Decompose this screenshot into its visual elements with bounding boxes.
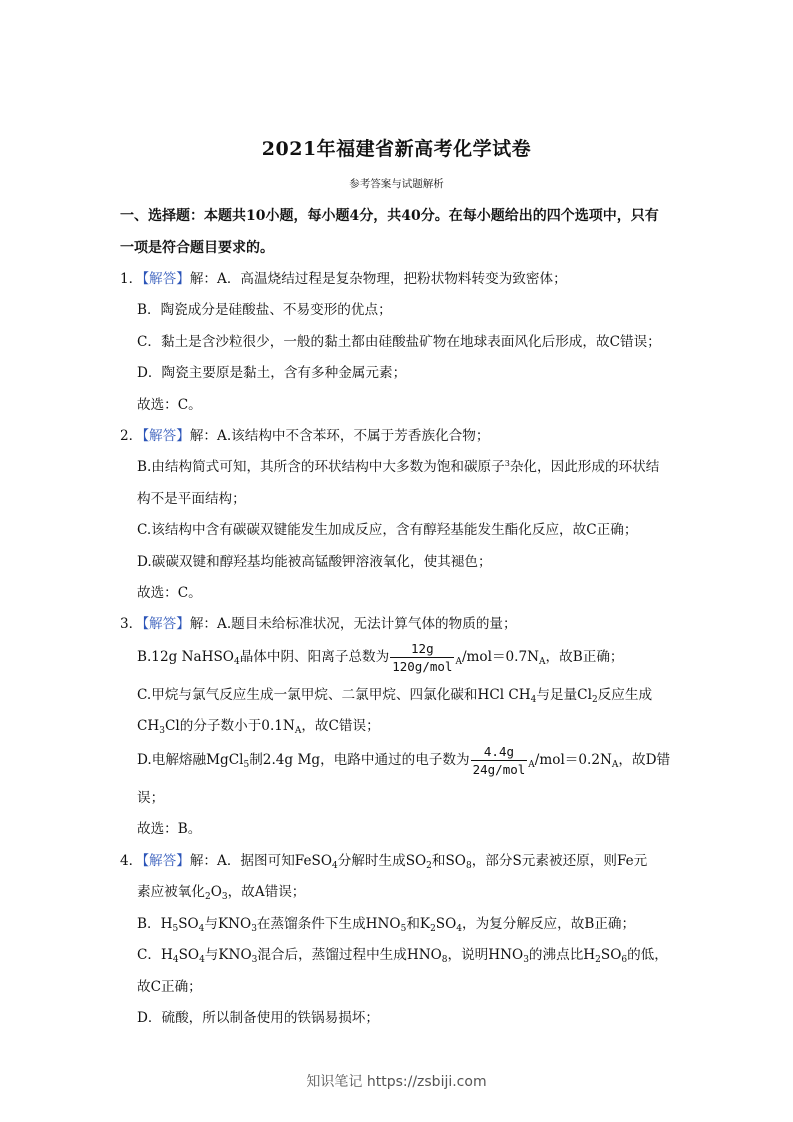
q4-b-sub-5: 2 bbox=[430, 924, 436, 934]
q1-answer-tag: 【解答】 bbox=[142, 271, 190, 287]
q4-a-text-3: 和SO bbox=[431, 853, 466, 869]
q3-d-sub-na: A bbox=[611, 760, 619, 770]
q3-d-denominator: 24g/mol bbox=[472, 762, 526, 777]
q3-option-c-line-1 bbox=[137, 686, 652, 704]
q4-c-sub-1: 4 bbox=[172, 955, 179, 965]
q4-option-d: D．硫酸，所以制备使用的铁锅易损坏； bbox=[137, 1010, 379, 1026]
q3-number: 3． bbox=[120, 616, 143, 632]
q4-a-sub-1: 4 bbox=[332, 861, 338, 871]
q3-option-b bbox=[137, 639, 624, 675]
q2-b-text-end: 杂化，因此形成的环状结 bbox=[509, 459, 660, 475]
q4-c-sub-5: 3 bbox=[523, 955, 529, 965]
q1-option-b: B．陶瓷成分是硅酸盐、不易变形的优点； bbox=[137, 302, 392, 318]
q3-c-sub-2: 2 bbox=[591, 695, 598, 705]
q1-number: 1． bbox=[120, 271, 143, 287]
q3-d-sub-a: A bbox=[528, 760, 535, 770]
q3-c-sub-1: 4 bbox=[530, 695, 537, 705]
q3-line-a bbox=[120, 615, 517, 633]
q4-c-sub-4: 8 bbox=[441, 955, 448, 965]
q3-c2-text-end: ，故C错误； bbox=[301, 718, 380, 734]
q3-c-text-end: 反应生成 bbox=[597, 687, 653, 703]
q3-c2-sub-1: 3 bbox=[159, 726, 165, 736]
q4-b-text-3: 与KNO bbox=[204, 916, 252, 932]
q1-line-a bbox=[120, 270, 567, 288]
q4-c-sub-3: 3 bbox=[251, 955, 258, 965]
q4-b-sub-1: 5 bbox=[172, 924, 179, 934]
q2-option-b-line-1 bbox=[137, 458, 659, 476]
q3-answer-tag: 【解答】 bbox=[142, 616, 190, 632]
q2-b-text: B.由结构简式可知，其所含的环状结构中大多数为饱和碳原子 bbox=[137, 459, 505, 475]
q2-option-d: D.碳碳双键和醇羟基均能被高锰酸钾溶液氧化，使其褪色； bbox=[137, 554, 492, 570]
q3-b-numerator: 12g bbox=[390, 641, 454, 658]
q3-c2-text-mid: Cl的分子数小于0.1N bbox=[165, 718, 295, 734]
q3-option-a: 解：A.题目未给标准状况，无法计算气体的物质的量； bbox=[189, 616, 517, 632]
page-subtitle: 参考答案与试题解析 bbox=[349, 178, 444, 190]
q4-a-text-end: ，部分S元素被还原，则Fe元 bbox=[471, 853, 648, 869]
q4-c-text: C．H bbox=[137, 947, 173, 963]
q4-c-text-7: SO bbox=[600, 947, 622, 963]
q2-b-superscript: 3 bbox=[504, 459, 510, 468]
q4-b-sub-4: 5 bbox=[400, 924, 407, 934]
q4-c-text-4: 混合后，蒸馏过程中生成HNO bbox=[257, 947, 442, 963]
q4-c-text-3: 与KNO bbox=[204, 947, 252, 963]
page-title: 2021年福建省新高考化学试卷 bbox=[261, 138, 532, 160]
q2-number: 2． bbox=[120, 428, 143, 444]
q4-a2-text-2: O bbox=[210, 884, 222, 900]
q2-line-a bbox=[120, 427, 489, 445]
q3-b-denominator: 120g/mol bbox=[392, 659, 453, 674]
q4-a2-text: 素应被氧化 bbox=[137, 884, 205, 900]
q4-c-text-5: ，说明HNO bbox=[447, 947, 524, 963]
q4-c-sub-7: 6 bbox=[621, 955, 628, 965]
q4-a-text: 解：A．据图可知FeSO bbox=[189, 853, 332, 869]
q4-c-text-6: 的沸点比H bbox=[528, 947, 596, 963]
q3-c2-text: CH bbox=[137, 718, 160, 734]
q3-d-text-post: /mol＝0.2N bbox=[534, 752, 612, 768]
q3-b-text-mid: 晶体中阴、阳离子总数为 bbox=[239, 649, 390, 665]
q3-b-sub: 4 bbox=[233, 657, 240, 667]
q4-a2-sub-2: 3 bbox=[221, 892, 228, 902]
q3-b-text-end: ，故B正确； bbox=[545, 649, 624, 665]
q4-c-text-2: SO bbox=[178, 947, 200, 963]
q3-b-text-post: /mol＝0.7N bbox=[461, 649, 540, 665]
q3-b-sub-na: A bbox=[539, 657, 546, 667]
q4-option-c-line-2: 故C正确； bbox=[137, 979, 202, 995]
footer-watermark: 知识笔记 https://zsbiji.com bbox=[306, 1074, 487, 1090]
section-heading-line-2: 一项是符合题目要求的。 bbox=[120, 240, 274, 256]
section-heading-line-1: 一、选择题：本题共10小题，每小题4分，共40分。在每小题给出的四个选项中，只有 bbox=[120, 208, 659, 224]
q4-b-text-5: 和K bbox=[406, 916, 431, 932]
q4-c-sub-6: 2 bbox=[595, 955, 601, 965]
q3-answer: 故选：B。 bbox=[137, 821, 202, 837]
q3-d-text-mid: 制2.4g Mg，电路中通过的电子数为 bbox=[249, 752, 470, 768]
q3-d-fraction bbox=[471, 744, 528, 777]
q4-b-text: B．H bbox=[137, 916, 173, 932]
q3-d-text: D.电解熔融MgCl bbox=[137, 752, 244, 768]
q4-b-sub-2: 4 bbox=[198, 924, 205, 934]
q4-a-sub-3: 8 bbox=[465, 861, 472, 871]
q4-answer-tag: 【解答】 bbox=[142, 853, 190, 869]
q3-d-sub: 5 bbox=[243, 760, 250, 770]
q4-a2-sub-1: 2 bbox=[204, 892, 211, 902]
q4-b-sub-3: 3 bbox=[251, 924, 257, 934]
q3-option-d-line-1 bbox=[137, 742, 670, 778]
q4-b-text-end: ，为复分解反应，故B正确； bbox=[462, 916, 636, 932]
q2-option-c: C.该结构中含有碳碳双键能发生加成反应，含有醇羟基能发生酯化反应，故C正确； bbox=[137, 522, 638, 538]
q3-d-numerator: 4.4g bbox=[471, 744, 528, 761]
q4-b-text-6: SO bbox=[435, 916, 457, 932]
q4-a2-text-end: ，故A错误； bbox=[227, 884, 306, 900]
q3-c2-sub-2: A bbox=[294, 726, 302, 736]
q4-b-text-2: SO bbox=[178, 916, 199, 932]
q2-option-a: 解：A.该结构中不含苯环，不属于芳香族化合物； bbox=[189, 428, 490, 444]
q4-a-sub-2: 2 bbox=[426, 861, 432, 871]
q4-option-b bbox=[137, 915, 635, 933]
q1-option-c: C．黏土是含沙粒很少，一般的黏土都由硅酸盐矿物在地球表面风化后形成，故C错误； bbox=[137, 334, 661, 350]
q4-line-a-2 bbox=[137, 883, 305, 901]
q3-b-text: B.12g NaHSO bbox=[137, 649, 234, 665]
q3-option-d-line-2: 误； bbox=[137, 790, 165, 806]
q2-option-b-line-2: 构不是平面结构； bbox=[137, 491, 246, 507]
q4-option-c-line-1 bbox=[137, 946, 668, 964]
q4-a-text-2: 分解时生成SO bbox=[337, 853, 427, 869]
q4-b-text-4: 在蒸馏条件下生成HNO bbox=[256, 916, 401, 932]
q3-d-text-end: ，故D错 bbox=[618, 752, 671, 768]
q4-b-sub-6: 4 bbox=[456, 924, 462, 934]
q4-c-text-end: 的低， bbox=[627, 947, 668, 963]
q3-option-c-line-2 bbox=[137, 717, 380, 735]
q1-option-d: D．陶瓷主要原是黏土，含有多种金属元素； bbox=[137, 365, 407, 381]
q2-answer: 故选：C。 bbox=[137, 585, 202, 601]
q4-c-sub-2: 4 bbox=[199, 955, 205, 965]
q4-number: 4． bbox=[120, 853, 143, 869]
q1-answer: 故选：C。 bbox=[137, 397, 202, 413]
q3-b-fraction bbox=[390, 641, 454, 674]
q4-line-a-1 bbox=[120, 852, 647, 870]
q3-c-text-mid: 与足量Cl bbox=[536, 687, 592, 703]
q3-b-sub-a: A bbox=[455, 657, 462, 667]
q1-option-a: 解：A．高温烧结过程是复杂物理，把粉状物料转变为致密体； bbox=[189, 271, 567, 287]
q3-c-text: C.甲烷与氯气反应生成一氯甲烷、二氯甲烷、四氯化碳和HCl CH bbox=[137, 687, 531, 703]
q2-answer-tag: 【解答】 bbox=[142, 428, 190, 444]
